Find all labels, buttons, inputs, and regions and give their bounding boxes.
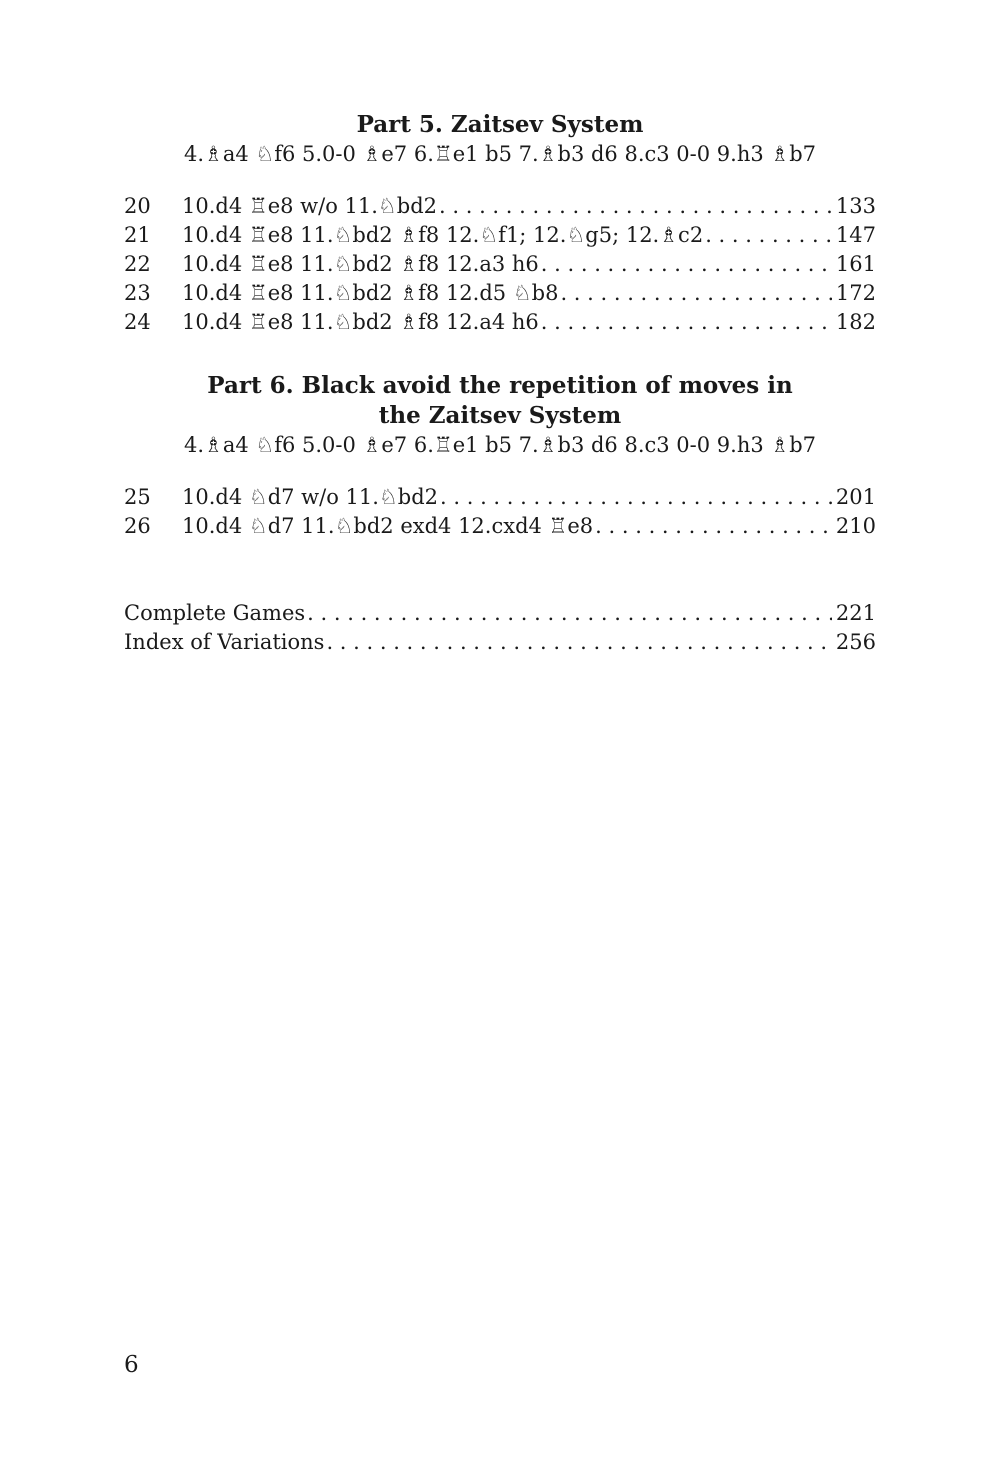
chapter-line: 10.d4 ♖e8 11.♘bd2 ♗f8 12.a4 h6 [182,310,539,334]
chapter-number: 21 [124,223,151,247]
chapter-number: 23 [124,281,151,305]
section-spacer [124,541,876,599]
part5-moves: 4.♗a4 ♘f6 5.0-0 ♗e7 6.♖e1 b5 7.♗b3 d6 8.c3 0-0 9.h3 ♗b7 [183,142,817,166]
toc-entry[interactable] [124,221,876,250]
dot-leader [307,599,832,628]
chapter-number: 20 [124,194,151,218]
toc-entry[interactable] [124,483,876,512]
chapter-number: 26 [124,514,151,538]
part6-title: Part 6. Black avoid the repetition of moves in the Zaitsev System [207,372,793,429]
appendix-title: Index of Variations [124,630,325,654]
chapter-line: 10.d4 ♘d7 w/o 11.♘bd2 [182,485,439,509]
chapter-line: 10.d4 ♖e8 11.♘bd2 ♗f8 12.♘f1; 12.♘g5; 12.♗c2 [182,223,704,247]
toc-entry[interactable] [124,279,876,308]
chapter-line: 10.d4 ♖e8 11.♘bd2 ♗f8 12.d5 ♘b8 [182,281,559,305]
page-number: 133 [835,194,876,218]
chapter-number: 24 [124,310,151,334]
dot-leader [541,308,832,337]
dot-leader [595,512,832,541]
dot-leader [560,279,831,308]
chapter-number: 22 [124,252,151,276]
toc-entry[interactable] [124,308,876,337]
page-number: 161 [835,252,876,276]
chapter-line: 10.d4 ♖e8 11.♘bd2 ♗f8 12.a3 h6 [182,252,539,276]
appendix-title: Complete Games [124,601,306,625]
page-number: 221 [835,601,876,625]
part6-chapter-list [124,483,876,541]
chapter-line: 10.d4 ♖e8 w/o 11.♘bd2 [182,194,438,218]
toc-entry[interactable] [124,250,876,279]
page-number: 201 [835,485,876,509]
table-of-contents [124,110,876,657]
part6-moves: 4.♗a4 ♘f6 5.0-0 ♗e7 6.♖e1 b5 7.♗b3 d6 8.c3 0-0 9.h3 ♗b7 [183,433,817,457]
chapter-line: 10.d4 ♘d7 11.♘bd2 exd4 12.cxd4 ♖e8 [182,514,594,538]
toc-entry[interactable] [124,599,876,628]
page-number: 172 [835,281,876,305]
part5-chapter-list [124,192,876,337]
section-spacer [124,337,876,371]
dot-leader [439,192,832,221]
page-folio: 6 [124,1352,139,1378]
toc-entry[interactable] [124,512,876,541]
part5-title: Part 5. Zaitsev System [356,111,644,138]
appendix-list [124,599,876,657]
toc-entry[interactable] [124,628,876,657]
toc-entry[interactable] [124,192,876,221]
dot-leader [541,250,832,279]
dot-leader [326,628,831,657]
chapter-number: 25 [124,485,151,509]
page-number: 182 [835,310,876,334]
page-number: 256 [835,630,876,654]
dot-leader [440,483,832,512]
page-number: 147 [835,223,876,247]
page-number: 210 [835,514,876,538]
dot-leader [705,221,832,250]
